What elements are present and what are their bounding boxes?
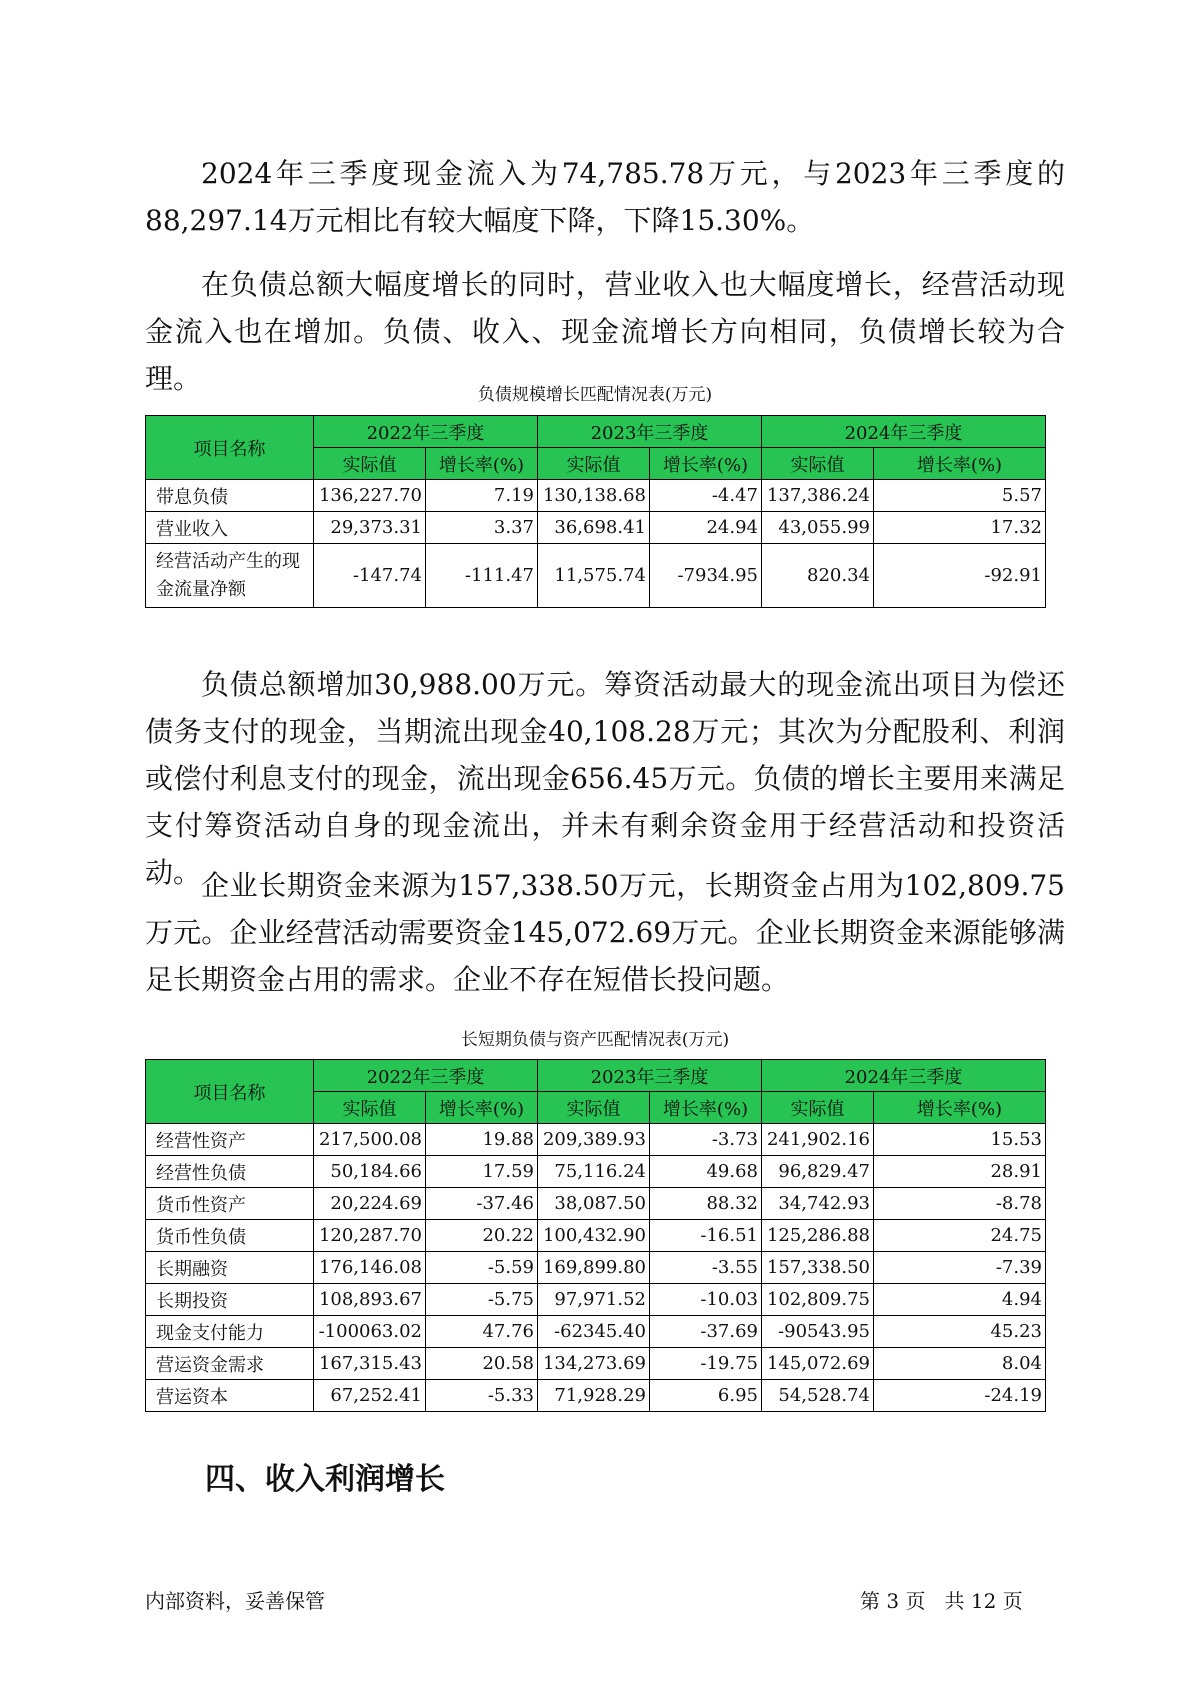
table-row <box>146 1252 1046 1284</box>
section-heading: 四、收入利润增长 <box>205 1462 445 1497</box>
total-pages-label: 共 12 页 <box>944 1589 1023 1613</box>
header-period: 2024年三季度 <box>762 1060 1046 1092</box>
cell-value: 54,528.74 <box>762 1380 874 1412</box>
header-actual: 实际值 <box>762 1092 874 1124</box>
paragraph-cash-inflow: 2024年三季度现金流入为74,785.78万元，与2023年三季度的88,297.14万元相比有较大幅度下降，下降15.30%。 <box>145 157 1065 237</box>
table-row <box>146 512 1046 544</box>
cell-value: 20.58 <box>426 1348 538 1380</box>
header-actual: 实际值 <box>314 448 426 480</box>
header-growth: 增长率(%) <box>426 1092 538 1124</box>
header-period: 2024年三季度 <box>762 416 1046 448</box>
cell-value: 120,287.70 <box>314 1220 426 1252</box>
cell-value: -62345.40 <box>538 1316 650 1348</box>
cell-value: 5.57 <box>874 480 1046 512</box>
cell-value: -5.59 <box>426 1252 538 1284</box>
debt-scale-match-table <box>145 415 1046 608</box>
header-actual: 实际值 <box>762 448 874 480</box>
cell-value: -90543.95 <box>762 1316 874 1348</box>
cell-value: 820.34 <box>762 544 874 608</box>
table-row <box>146 1156 1046 1188</box>
row-label: 长期融资 <box>146 1252 314 1284</box>
paragraph-debt-increase: 负债总额增加30,988.00万元。筹资活动最大的现金流出项目为偿还债务支付的现金，当期流出现金40,108.28万元；其次为分配股利、利润或偿付利息支付的现金，流出现金656.45万元。负债的增长主要用来满足支付筹资活动自身的现金流出，并未有剩余资金用于经营活动和投资活动。 <box>145 668 1065 889</box>
cell-value: -147.74 <box>314 544 426 608</box>
cell-value: 108,893.67 <box>314 1284 426 1316</box>
cell-value: 43,055.99 <box>762 512 874 544</box>
cell-value: -92.91 <box>874 544 1046 608</box>
cell-value: 7.19 <box>426 480 538 512</box>
header-item-name: 项目名称 <box>146 416 314 480</box>
cell-value: 137,386.24 <box>762 480 874 512</box>
cell-value: -5.75 <box>426 1284 538 1316</box>
row-label: 货币性资产 <box>146 1188 314 1220</box>
header-actual: 实际值 <box>314 1092 426 1124</box>
row-label: 经营性负债 <box>146 1156 314 1188</box>
cell-value: 100,432.90 <box>538 1220 650 1252</box>
cell-value: 24.94 <box>650 512 762 544</box>
cell-value: 136,227.70 <box>314 480 426 512</box>
cell-value: -24.19 <box>874 1380 1046 1412</box>
cell-value: 241,902.16 <box>762 1124 874 1156</box>
cell-value: 20,224.69 <box>314 1188 426 1220</box>
header-period: 2023年三季度 <box>538 1060 762 1092</box>
header-growth: 增长率(%) <box>426 448 538 480</box>
row-label: 长期投资 <box>146 1284 314 1316</box>
header-growth: 增长率(%) <box>650 1092 762 1124</box>
header-growth: 增长率(%) <box>650 448 762 480</box>
long-short-liability-asset-table <box>145 1059 1046 1412</box>
cell-value: -111.47 <box>426 544 538 608</box>
header-period: 2022年三季度 <box>314 416 538 448</box>
table-row <box>146 1316 1046 1348</box>
table-row <box>146 1284 1046 1316</box>
cell-value: -3.73 <box>650 1124 762 1156</box>
cell-value: 176,146.08 <box>314 1252 426 1284</box>
header-item-name: 项目名称 <box>146 1060 314 1124</box>
cell-value: 49.68 <box>650 1156 762 1188</box>
cell-value: 217,500.08 <box>314 1124 426 1156</box>
page-label: 第 3 页 <box>860 1589 926 1613</box>
cell-value: 169,899.80 <box>538 1252 650 1284</box>
cell-value: 3.37 <box>426 512 538 544</box>
cell-value: 102,809.75 <box>762 1284 874 1316</box>
table-caption-debt-scale: 负债规模增长匹配情况表(万元) <box>477 385 713 405</box>
cell-value: 96,829.47 <box>762 1156 874 1188</box>
cell-value: 15.53 <box>874 1124 1046 1156</box>
cell-value: -19.75 <box>650 1348 762 1380</box>
header-actual: 实际值 <box>538 448 650 480</box>
header-actual: 实际值 <box>538 1092 650 1124</box>
cell-value: 130,138.68 <box>538 480 650 512</box>
table-caption-long-short-match: 长短期负债与资产匹配情况表(万元) <box>460 1030 730 1050</box>
table-row <box>146 544 1046 608</box>
cell-value: 38,087.50 <box>538 1188 650 1220</box>
cell-value: -8.78 <box>874 1188 1046 1220</box>
cell-value: 11,575.74 <box>538 544 650 608</box>
row-label: 营运资本 <box>146 1380 314 1412</box>
cell-value: -100063.02 <box>314 1316 426 1348</box>
row-label: 营业收入 <box>146 512 314 544</box>
table-row <box>146 1348 1046 1380</box>
table-row <box>146 1124 1046 1156</box>
cell-value: -37.46 <box>426 1188 538 1220</box>
table-row <box>146 1380 1046 1412</box>
footer-page-number <box>860 1588 1023 1614</box>
row-label: 经营性资产 <box>146 1124 314 1156</box>
paragraph-long-term-funds: 企业长期资金来源为157,338.50万元，长期资金占用为102,809.75万元。企业经营活动需要资金145,072.69万元。企业长期资金来源能够满足长期资金占用的需求。企业不存在短借长投问题。 <box>145 869 1065 996</box>
paragraph-debt-growth-analysis: 在负债总额大幅度增长的同时，营业收入也大幅度增长，经营活动现金流入也在增加。负债、收入、现金流增长方向相同，负债增长较为合理。 <box>145 268 1065 395</box>
table-header-row <box>146 1060 1046 1092</box>
cell-value: 17.59 <box>426 1156 538 1188</box>
footer-confidential-note: 内部资料，妥善保管 <box>145 1589 325 1613</box>
cell-value: 75,116.24 <box>538 1156 650 1188</box>
cell-value: 125,286.88 <box>762 1220 874 1252</box>
cell-value: 20.22 <box>426 1220 538 1252</box>
cell-value: 4.94 <box>874 1284 1046 1316</box>
cell-value: 24.75 <box>874 1220 1046 1252</box>
cell-value: 88.32 <box>650 1188 762 1220</box>
table-header-row <box>146 416 1046 448</box>
cell-value: -7.39 <box>874 1252 1046 1284</box>
header-period: 2023年三季度 <box>538 416 762 448</box>
cell-value: 19.88 <box>426 1124 538 1156</box>
cell-value: -10.03 <box>650 1284 762 1316</box>
cell-value: 97,971.52 <box>538 1284 650 1316</box>
cell-value: 29,373.31 <box>314 512 426 544</box>
cell-value: 209,389.93 <box>538 1124 650 1156</box>
cell-value: 17.32 <box>874 512 1046 544</box>
row-label: 营运资金需求 <box>146 1348 314 1380</box>
cell-value: -16.51 <box>650 1220 762 1252</box>
cell-value: 6.95 <box>650 1380 762 1412</box>
cell-value: 71,928.29 <box>538 1380 650 1412</box>
cell-value: 67,252.41 <box>314 1380 426 1412</box>
cell-value: -7934.95 <box>650 544 762 608</box>
cell-value: -3.55 <box>650 1252 762 1284</box>
header-growth: 增长率(%) <box>874 1092 1046 1124</box>
table-row <box>146 1220 1046 1252</box>
cell-value: 47.76 <box>426 1316 538 1348</box>
cell-value: 167,315.43 <box>314 1348 426 1380</box>
cell-value: 134,273.69 <box>538 1348 650 1380</box>
header-period: 2022年三季度 <box>314 1060 538 1092</box>
cell-value: -5.33 <box>426 1380 538 1412</box>
cell-value: 34,742.93 <box>762 1188 874 1220</box>
cell-value: 145,072.69 <box>762 1348 874 1380</box>
row-label: 现金支付能力 <box>146 1316 314 1348</box>
row-label: 带息负债 <box>146 480 314 512</box>
cell-value: -37.69 <box>650 1316 762 1348</box>
row-label: 经营活动产生的现金流量净额 <box>146 544 314 608</box>
cell-value: 157,338.50 <box>762 1252 874 1284</box>
table-row <box>146 1188 1046 1220</box>
row-label: 货币性负债 <box>146 1220 314 1252</box>
cell-value: 8.04 <box>874 1348 1046 1380</box>
table-row <box>146 480 1046 512</box>
cell-value: 45.23 <box>874 1316 1046 1348</box>
header-growth: 增长率(%) <box>874 448 1046 480</box>
cell-value: 36,698.41 <box>538 512 650 544</box>
cell-value: 50,184.66 <box>314 1156 426 1188</box>
cell-value: -4.47 <box>650 480 762 512</box>
cell-value: 28.91 <box>874 1156 1046 1188</box>
